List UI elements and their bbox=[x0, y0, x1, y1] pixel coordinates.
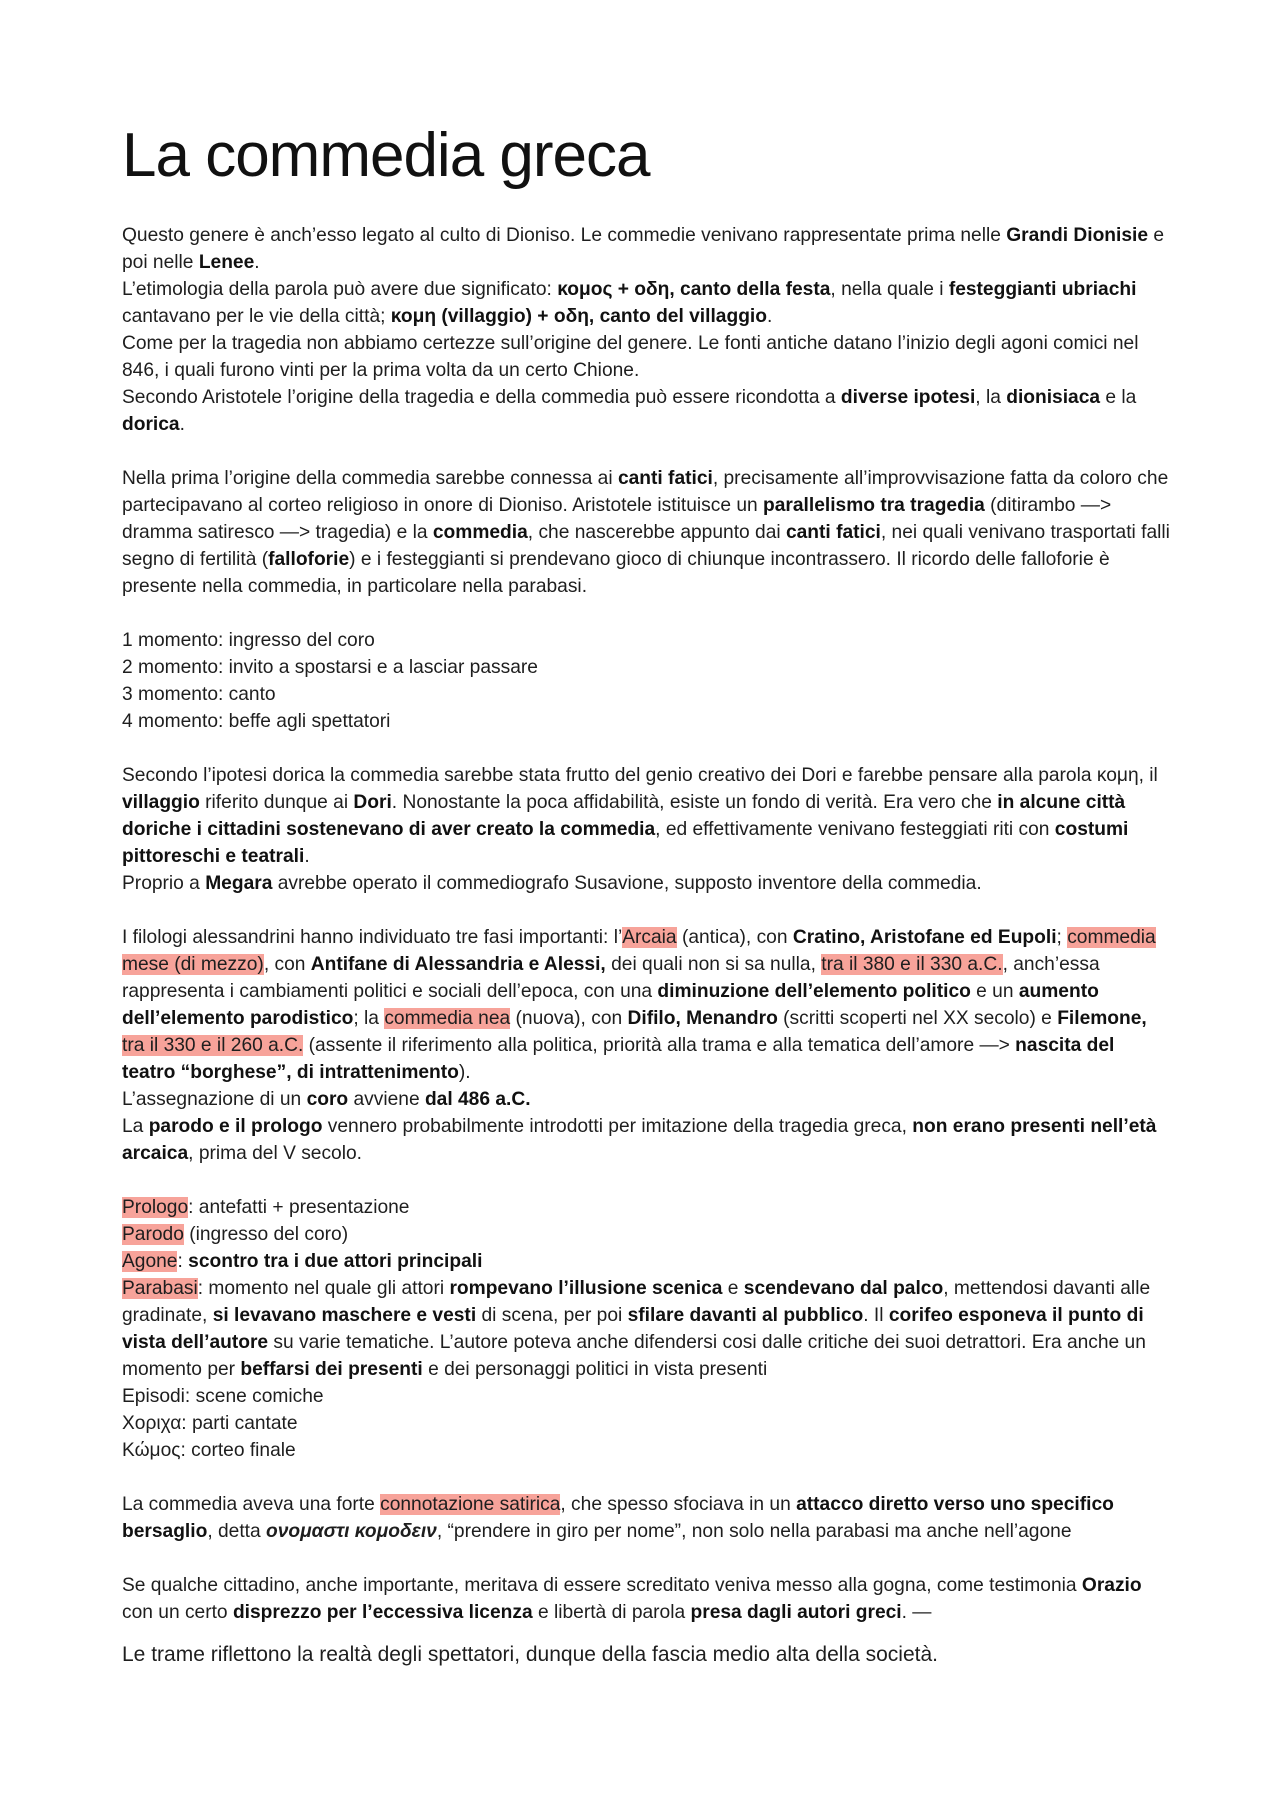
bold-term: disprezzo per l’eccessiva licenza bbox=[232, 1602, 533, 1624]
text: dei quali non si sa nulla, bbox=[605, 954, 822, 976]
text: e dei personaggi politici in vista presenti bbox=[422, 1359, 768, 1381]
highlighted-term: commedia mese (di mezzo) bbox=[122, 927, 1156, 976]
text: Nella prima l’origine della commedia sarebbe connessa ai bbox=[122, 468, 618, 490]
text: Se qualche cittadino, anche importante, meritava di essere screditato veniva messo alla gogna, come testimonia bbox=[122, 1575, 1082, 1597]
bold-term: aumento dell’elemento parodistico bbox=[122, 981, 1099, 1030]
bold-term: Lenee bbox=[198, 252, 255, 274]
bold-term: presa dagli autori greci bbox=[690, 1602, 902, 1624]
text: : bbox=[177, 1251, 189, 1273]
list-item: Episodi: scene comiche bbox=[122, 1386, 324, 1408]
text: , che spesso sfociava in un bbox=[560, 1494, 797, 1516]
bold-term: canti fatici bbox=[617, 468, 713, 490]
text: , detta bbox=[207, 1521, 266, 1543]
text: Secondo l’ipotesi dorica la commedia sarebbe stata frutto del genio creativo dei Dori e farebbe pensare alla parola κομη, il bbox=[122, 765, 1158, 787]
text: Proprio a bbox=[122, 873, 206, 895]
text: avviene bbox=[348, 1089, 425, 1111]
bold-term: beffarsi dei presenti bbox=[240, 1359, 423, 1381]
text: La bbox=[122, 1116, 149, 1138]
bold-term: sfilare davanti al pubblico bbox=[627, 1305, 864, 1327]
text: (assente il riferimento alla politica, priorità alla trama e alla tematica dell’amore —> bbox=[303, 1035, 1016, 1057]
phases-paragraph bbox=[122, 924, 1170, 1167]
bold-term: Cratino, Aristofane ed Eupoli bbox=[792, 927, 1057, 949]
bold-term: parodo e il prologo bbox=[148, 1116, 323, 1138]
highlighted-term: Parabasi bbox=[122, 1278, 198, 1300]
bold-term: diminuzione dell’elemento politico bbox=[657, 981, 971, 1003]
highlighted-term: tra il 380 e il 330 a.C. bbox=[821, 954, 1003, 976]
text: e libertà di parola bbox=[532, 1602, 691, 1624]
bold-term: nascita del teatro “borghese”, di intrattenimento bbox=[122, 1035, 1115, 1084]
text: , nella quale i bbox=[830, 279, 949, 301]
text: riferito dunque ai bbox=[199, 792, 354, 814]
text: vennero probabilmente introdotti per imitazione della tragedia greca, bbox=[322, 1116, 913, 1138]
text: ) e i festeggianti si prendevano gioco di chiunque incontrassero. Il ricordo delle falloforie è presente nella commedia, in particolare nella parabasi. bbox=[122, 549, 1110, 598]
text: , “prendere in giro per nome”, non solo nella parabasi ma anche nell’agone bbox=[436, 1521, 1072, 1543]
text: , la bbox=[975, 387, 1007, 409]
bold-term: parallelismo tra tragedia bbox=[763, 495, 985, 517]
bold-term: commedia bbox=[432, 522, 528, 544]
bold-term: si levavano maschere e vesti bbox=[212, 1305, 477, 1327]
bold-term: dal 486 a.C. bbox=[424, 1089, 531, 1111]
text: Secondo Aristotele l’origine della tragedia e della commedia può essere ricondotta a bbox=[122, 387, 841, 409]
bold-term: κομη (villaggio) + οδη, canto del villaggio bbox=[390, 306, 767, 328]
highlighted-term: Arcaia bbox=[622, 927, 677, 949]
satire-paragraph bbox=[122, 1491, 1170, 1545]
bold-term: Grandi Dionisie bbox=[1006, 225, 1149, 247]
text: , prima del V secolo. bbox=[188, 1143, 362, 1165]
text: : antefatti + presentazione bbox=[188, 1197, 410, 1219]
bold-term: Dori bbox=[353, 792, 392, 814]
text: . bbox=[254, 252, 260, 274]
bold-term: dionisiaca bbox=[1006, 387, 1101, 409]
highlighted-term: commedia nea bbox=[384, 1008, 511, 1030]
greek-term: ονομαστι κομοδειν bbox=[265, 1521, 437, 1543]
text: . bbox=[179, 414, 185, 436]
text: L’assegnazione di un bbox=[122, 1089, 307, 1111]
bold-term: scendevano dal palco bbox=[743, 1278, 944, 1300]
text: avrebbe operato il commediografo Susavione, supposto inventore della commedia. bbox=[272, 873, 982, 895]
bold-term: diverse ipotesi bbox=[840, 387, 976, 409]
text: I filologi alessandrini hanno individuato tre fasi importanti: l’ bbox=[122, 927, 623, 949]
text: . Il bbox=[863, 1305, 889, 1327]
closing-paragraph: Le trame riflettono la realtà degli spettatori, dunque della fascia medio alta della società. bbox=[122, 1643, 938, 1667]
text: . bbox=[766, 306, 773, 328]
gogna-paragraph bbox=[122, 1572, 1170, 1626]
text: di scena, per poi bbox=[476, 1305, 628, 1327]
text: . — bbox=[901, 1602, 932, 1624]
text: , nei quali venivano trasportati falli segno di fertilità ( bbox=[122, 522, 1170, 571]
text: (nuova), con bbox=[510, 1008, 628, 1030]
bold-term: non erano presenti nell’età arcaica bbox=[122, 1116, 1157, 1165]
list-item: 2 momento: invito a spostarsi e a lasciar passare bbox=[122, 657, 538, 679]
highlighted-term: Parodo bbox=[122, 1224, 184, 1246]
list-item: 4 momento: beffe agli spettatori bbox=[122, 711, 391, 733]
highlighted-term: Prologo bbox=[122, 1197, 189, 1219]
list-item: Κώμος: corteo finale bbox=[122, 1440, 296, 1462]
text: Come per la tragedia non abbiamo certezze sull’origine del genere. Le fonti antiche datano l’inizio degli agoni comici nel 846, i quali furono vinti per la prima volta da un certo Chione. bbox=[122, 333, 1139, 382]
bold-term: dorica bbox=[122, 414, 180, 436]
text: . bbox=[304, 846, 310, 868]
list-item: 1 momento: ingresso del coro bbox=[122, 630, 375, 652]
doric-paragraph bbox=[122, 762, 1170, 897]
bold-term: attacco diretto verso uno specifico bersaglio bbox=[122, 1494, 1114, 1543]
parts-list bbox=[122, 1194, 1170, 1464]
bold-term: coro bbox=[306, 1089, 349, 1111]
moments-list bbox=[122, 627, 1170, 735]
text: e poi nelle bbox=[122, 225, 1165, 274]
bold-term: corifeo esponeva il punto di vista dell’autore bbox=[122, 1305, 1144, 1354]
text: , con bbox=[263, 954, 311, 976]
bold-term: Megara bbox=[205, 873, 273, 895]
highlighted-term: tra il 330 e il 260 a.C. bbox=[122, 1035, 304, 1057]
text: L’etimologia della parola può avere due significato: bbox=[122, 279, 558, 301]
text: , ed effettivamente venivano festeggiati riti con bbox=[655, 819, 1055, 841]
bold-term: rompevano l’illusione scenica bbox=[449, 1278, 723, 1300]
text: cantavano per le vie della città; bbox=[122, 306, 391, 328]
bold-term: Antifane di Alessandria e Alessi, bbox=[310, 954, 606, 976]
highlighted-term: connotazione satirica bbox=[380, 1494, 561, 1516]
bold-term: in alcune città doriche i cittadini sostenevano di aver creato la commedia bbox=[122, 792, 1126, 841]
text: , che nascerebbe appunto dai bbox=[527, 522, 786, 544]
list-item: Χοριχα: parti cantate bbox=[122, 1413, 298, 1435]
text: , precisamente all’improvvisazione fatta da coloro che partecipavano al corteo religioso in onore di Dioniso. Aristotele istituisce un bbox=[122, 468, 1169, 517]
bold-term: scontro tra i due attori principali bbox=[188, 1251, 483, 1273]
text: , anch’essa rappresenta i cambiamenti politici e sociali dell’epoca, con una bbox=[122, 954, 1100, 1003]
text: , mettendosi davanti alle gradinate, bbox=[122, 1278, 1151, 1327]
text: ; la bbox=[353, 1008, 385, 1030]
text: (ingresso del coro) bbox=[183, 1224, 349, 1246]
text: (ditirambo —> dramma satiresco —> tragedia) e la bbox=[122, 495, 1112, 544]
bold-term: Filemone, bbox=[1057, 1008, 1147, 1030]
text: : momento nel quale gli attori bbox=[197, 1278, 450, 1300]
text: e un bbox=[970, 981, 1019, 1003]
text: ; bbox=[1056, 927, 1068, 949]
highlighted-term: Agone bbox=[122, 1251, 178, 1273]
bold-term: κομος + οδη, canto della festa bbox=[557, 279, 831, 301]
bold-term: festeggianti ubriachi bbox=[948, 279, 1137, 301]
text: (antica), con bbox=[676, 927, 793, 949]
text: su varie tematiche. L’autore poteva anche difendersi cosi dalle critiche dei suoi detrattori. Era anche un momento per bbox=[122, 1332, 1146, 1381]
text: e la bbox=[1100, 387, 1137, 409]
text: con un certo bbox=[122, 1602, 233, 1624]
text: e bbox=[722, 1278, 744, 1300]
bold-term: costumi pittoreschi e teatrali bbox=[122, 819, 1129, 868]
intro-paragraph bbox=[122, 222, 1170, 438]
bold-term: canti fatici bbox=[785, 522, 881, 544]
bold-term: villaggio bbox=[122, 792, 200, 814]
text: La commedia aveva una forte bbox=[122, 1494, 381, 1516]
bold-term: Orazio bbox=[1081, 1575, 1142, 1597]
text: . Nonostante la poca affidabilità, esiste un fondo di verità. Era vero che bbox=[391, 792, 998, 814]
bold-term: Difilo, Menandro bbox=[627, 1008, 778, 1030]
list-item: 3 momento: canto bbox=[122, 684, 276, 706]
bold-term: falloforie bbox=[268, 549, 350, 571]
text: ). bbox=[458, 1062, 471, 1084]
text: (scritti scoperti nel XX secolo) e bbox=[777, 1008, 1058, 1030]
page-title: La commedia greca bbox=[122, 121, 650, 190]
dionysiac-paragraph bbox=[122, 465, 1170, 600]
text: Questo genere è anch’esso legato al culto di Dioniso. Le commedie venivano rappresentate prima nelle bbox=[122, 225, 1007, 247]
